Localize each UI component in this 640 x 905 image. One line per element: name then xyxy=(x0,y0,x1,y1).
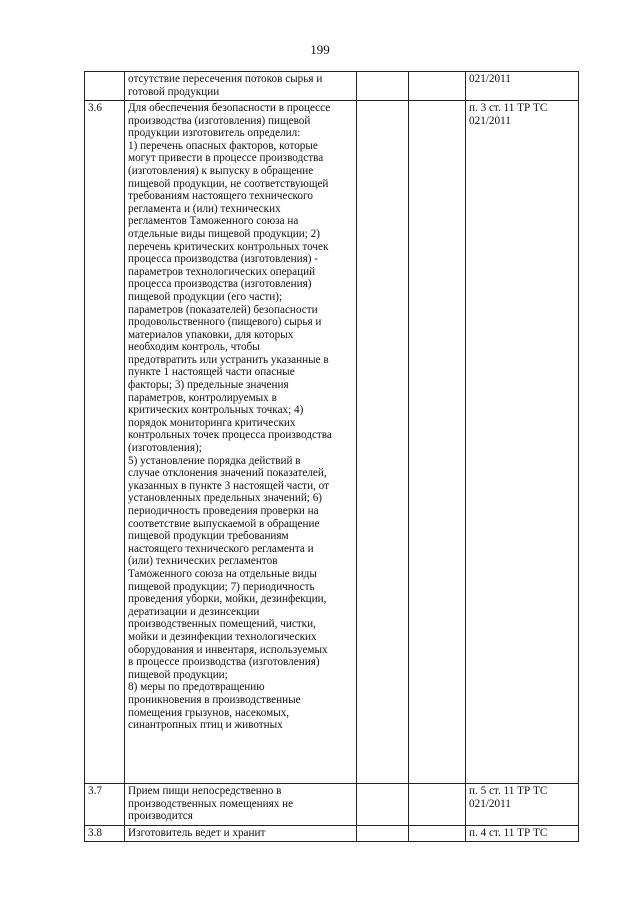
requirement-cell xyxy=(125,72,357,101)
requirement-cell xyxy=(125,101,357,784)
row-number: 3.6 xyxy=(88,102,102,114)
requirements-table xyxy=(84,71,579,842)
table-row xyxy=(85,826,579,842)
requirement-text: Прием пищи непосредственно в производственных помещениях не производится xyxy=(128,785,294,823)
table-row xyxy=(85,72,579,101)
reference-cell xyxy=(466,72,579,101)
reference-text: п. 4 ст. 11 ТР ТС xyxy=(469,827,548,839)
empty-cell xyxy=(409,101,466,784)
table-row xyxy=(85,101,579,784)
empty-cell xyxy=(357,101,409,784)
row-number-cell xyxy=(85,72,125,101)
reference-cell xyxy=(466,101,579,784)
reference-text: 021/2011 xyxy=(469,73,511,85)
empty-cell xyxy=(357,72,409,101)
empty-cell xyxy=(357,826,409,842)
requirement-cell xyxy=(125,784,357,826)
requirement-text: Для обеспечения безопасности в процессе производства (изготовления) пищевой продукции изготовитель определил: 1) перечень опасных факторов, которые могут привести в процессе производства (изготовления) к выпуску в обращение пищевой продукции, не соответствующей требованиям настоящего технического регламента и (или) технических регламентов Таможенного союза на отдельные виды пищевой продукции; 2) перечень критических контрольных точек процесса производства (изготовления) - параметров технологических операций процесса производства (изготовления) пищевой продукции (его части); параметров (показателей) безопасности продовольственного (пищевого) сырья и материалов упаковки, для которых необходим контроль, чтобы предотвратить или устранить указанные в пункте 1 настоящей части опасные факторы; 3) предельные значения параметров, контролируемых в критических контрольных точках; 4) порядок мониторинга критических контрольных точек процесса производства (изготовления); 5) установление порядка действий в случае отклонения значений показателей, указанных в пункте 3 настоящей части, от установленных предельных значений; 6) периодичность проведения проверки на соответствие выпускаемой в обращение пищевой продукции требованиям настоящего технического регламента и (или) технических регламентов Таможенного союза на отдельные виды пищевой продукции; 7) периодичность проведения уборки, мойки, дезинфекции, дератизации и дезинсекции производственных помещений, чистки, мойки и дезинфекции технологических оборудования и инвентаря, используемых в процессе производства (изготовления) пищевой продукции; 8) меры по предотвращению проникновения в производственные помещения грызунов, насекомых, синантропных птиц и животных xyxy=(128,102,332,732)
requirement-text: отсутствие пересечения потоков сырья и готовой продукции xyxy=(128,73,323,98)
row-number-cell xyxy=(85,826,125,842)
reference-text: п. 5 ст. 11 ТР ТС 021/2011 xyxy=(469,785,548,810)
row-number-cell xyxy=(85,101,125,784)
empty-cell xyxy=(409,72,466,101)
reference-cell xyxy=(466,784,579,826)
empty-cell xyxy=(409,826,466,842)
page-number: 199 xyxy=(310,42,330,57)
requirement-cell xyxy=(125,826,357,842)
empty-cell xyxy=(357,784,409,826)
row-number: 3.7 xyxy=(88,785,102,797)
empty-cell xyxy=(409,784,466,826)
reference-text: п. 3 ст. 11 ТР ТС 021/2011 xyxy=(469,102,548,127)
row-number: 3.8 xyxy=(88,827,102,839)
row-number-cell xyxy=(85,784,125,826)
reference-cell xyxy=(466,826,579,842)
table-row xyxy=(85,784,579,826)
requirement-text: Изготовитель ведет и хранит xyxy=(128,827,266,839)
